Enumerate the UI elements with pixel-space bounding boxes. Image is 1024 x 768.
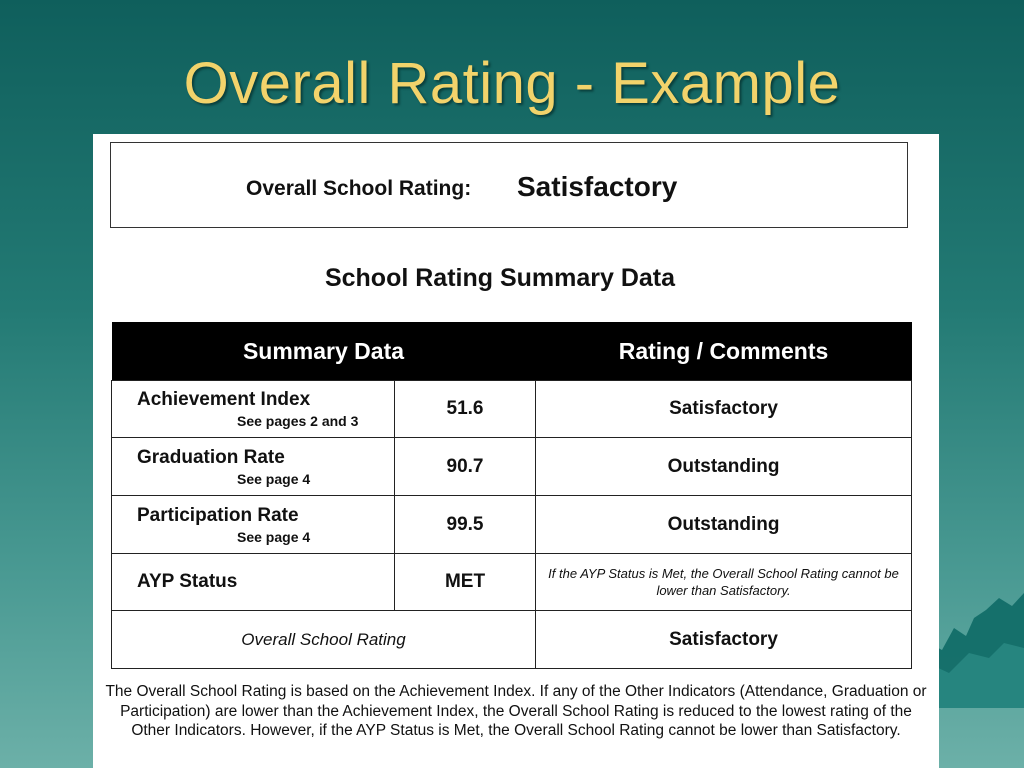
row-label-cell [112, 554, 395, 611]
table-row [112, 438, 912, 496]
row-page-ref: See pages 2 and 3 [237, 413, 359, 429]
row-label: Graduation Rate [137, 446, 285, 468]
overall-row-label: Overall School Rating [112, 611, 536, 669]
overall-row [112, 611, 912, 669]
overall-rating-box [110, 142, 908, 228]
row-label: Achievement Index [137, 389, 311, 410]
table-header-row [112, 322, 912, 381]
footnote-text: The Overall School Rating is based on the Achievement Index. If any of the Other Indicators (Attendance, Graduation or Participation) are lower than the Achievement Index, the Overall School Rating is reduced to the lowest rating of the Other Indicators. However, if the AYP Status is Met, the Overall School Rating cannot be lower than Satisfactory. [105, 683, 927, 739]
row-rating: Outstanding [536, 496, 912, 554]
row-label-cell [112, 381, 395, 438]
row-rating: Satisfactory [536, 381, 912, 438]
row-value: 90.7 [395, 438, 536, 496]
row-value: 99.5 [395, 496, 536, 554]
column-header-rating: Rating / Comments [536, 322, 912, 381]
row-page-ref: See page 4 [237, 528, 311, 545]
table-row [112, 496, 912, 554]
slide-title: Overall Rating - Example [183, 51, 841, 116]
document-page [93, 134, 939, 768]
overall-row-rating: Satisfactory [536, 611, 912, 669]
column-header-summary: Summary Data [112, 322, 536, 381]
row-rating-note: If the AYP Status is Met, the Overall School Rating cannot be lower than Satisfactory. [536, 554, 912, 611]
row-value: MET [395, 554, 536, 611]
row-label-cell [112, 496, 395, 554]
summary-heading: School Rating Summary Data [324, 264, 676, 292]
row-value: 51.6 [395, 381, 536, 438]
table-row [112, 381, 912, 438]
row-page-ref: See page 4 [237, 470, 311, 487]
row-rating: Outstanding [536, 438, 912, 496]
overall-rating-value: Satisfactory [517, 171, 678, 202]
summary-table [111, 322, 912, 669]
table-row [112, 554, 912, 611]
row-label-cell [112, 438, 395, 496]
row-label: Participation Rate [137, 504, 299, 526]
overall-rating-label: Overall School Rating: [246, 177, 472, 200]
row-label: AYP Status [137, 571, 238, 592]
